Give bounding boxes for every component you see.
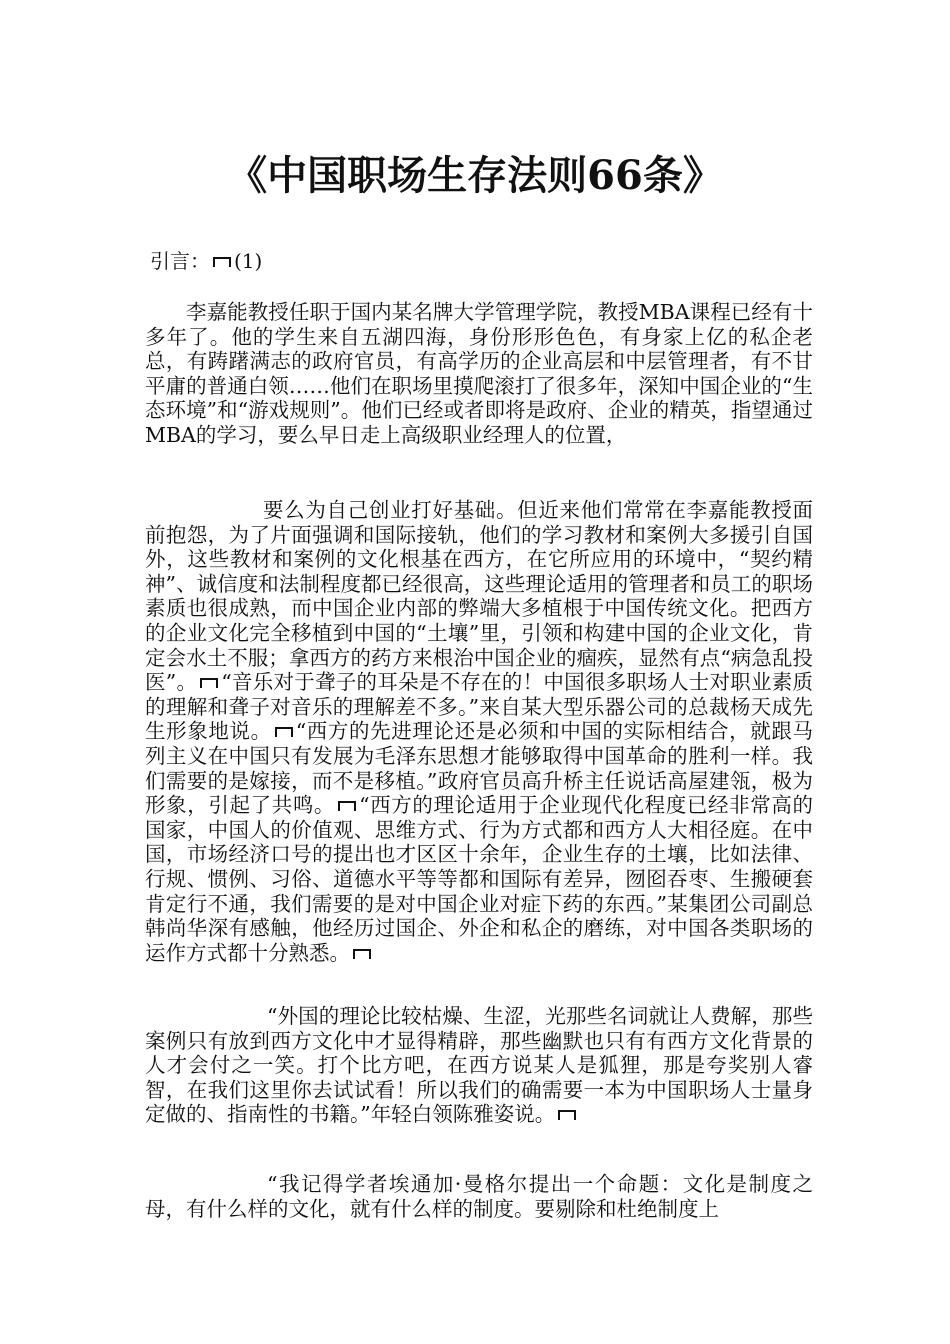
paragraph-3 <box>145 1004 813 1127</box>
text-segment: 要么为自己创业打好基础。但近来他们常常在李嘉能教授面前抱怨，为了片面强调和国际接轨，他们的学习教材和案例大多援引自国外，这些教材和案例的文化根基在西方，在它所应用的环境中，“契约精神”、诚信度和法制程度都已经很高，这些理论适用的管理者和员工的职场素质也很成熟，而中国企业内部的弊端大多植根于中国传统文化。把西方的企业文化完全移植到中国的“土壤”里，引领和构建中国的企业文化，肯定会水土不服；拿西方的药方来根治中国企业的痼疾，显然有点“病急乱投医”。 <box>145 498 813 695</box>
intro-line <box>150 248 262 274</box>
paragraph-mark-icon <box>200 678 218 688</box>
paragraph-mark-icon <box>558 1110 576 1120</box>
paragraph-1 <box>145 300 813 448</box>
paragraph-mark-icon <box>213 257 231 267</box>
paragraph-mark-icon <box>353 949 371 959</box>
document-title: 《中国职场生存法则66条》 <box>227 152 723 199</box>
text-segment: 李嘉能教授任职于国内某名牌大学管理学院，教授MBA课程已经有十多年了。他的学生来自五湖四海，身份形形色色，有身家上亿的私企老总，有踌躇满志的政府官员，有高学历的企业高层和中层管理者，有不甘平庸的普通白领……他们在职场里摸爬滚打了很多年，深知中国企业的“生态环境”和“游戏规则”。他们已经或者即将是政府、企业的精英，指望通过MBA的学习，要么早日走上高级职业经理人的位置， <box>145 300 813 447</box>
paragraph-4 <box>145 1172 813 1221</box>
text-segment: “音乐对于聋子的耳朵是不存在的！中国很多职场人士对职业素质的理解和聋子对音乐的理解差不多。”来自某大型乐器公司的总裁杨天成先生形象地说。 <box>145 670 813 744</box>
text-segment: “西方的先进理论还是必须和中国的实际相结合，就跟马列主义在中国只有发展为毛泽东思想才能够取得中国革命的胜利一样。我们需要的是嫁接，而不是移植。”政府官员高升桥主任说话高屋建瓴，极为形象，引起了共鸣。 <box>145 719 813 818</box>
paragraph-mark-icon <box>338 801 356 811</box>
text-segment: “外国的理论比较枯燥、生涩，光那些名词就让人费解，那些案例只有放到西方文化中才显得精辟，那些幽默也只有有西方文化背景的人才会付之一笑。打个比方吧，在西方说某人是狐狸，那是夸奖别人睿智，在我们这里你去试试看！所以我们的确需要一本为中国职场人士量身定做的、指南性的书籍。”年轻白领陈雅姿说。 <box>145 1004 813 1127</box>
paragraph-mark-icon <box>275 727 293 737</box>
text-segment: “西方的理论适用于企业现代化程度已经非常高的国家，中国人的价值观、思维方式、行为方式都和西方人大相径庭。在中国，市场经济口号的提出也才区区十余年，企业生存的土壤，比如法律、行规、惯例、习俗、道德水平等等都和国际有差异，囫囵吞枣、生搬硬套肯定行不通，我们需要的是对中国企业对症下药的东西。”某集团公司副总韩尚华深有感触，他经历过国企、外企和私企的磨练，对中国各类职场的运作方式都十分熟悉。 <box>145 793 814 965</box>
intro-label: 引言： <box>150 249 210 273</box>
text-segment: “我记得学者埃通加·曼格尔提出一个命题：文化是制度之母，有什么样的文化，就有什么样的制度。要剔除和杜绝制度上 <box>145 1172 813 1221</box>
paragraph-2 <box>145 498 813 965</box>
intro-reference: (1) <box>234 249 263 273</box>
